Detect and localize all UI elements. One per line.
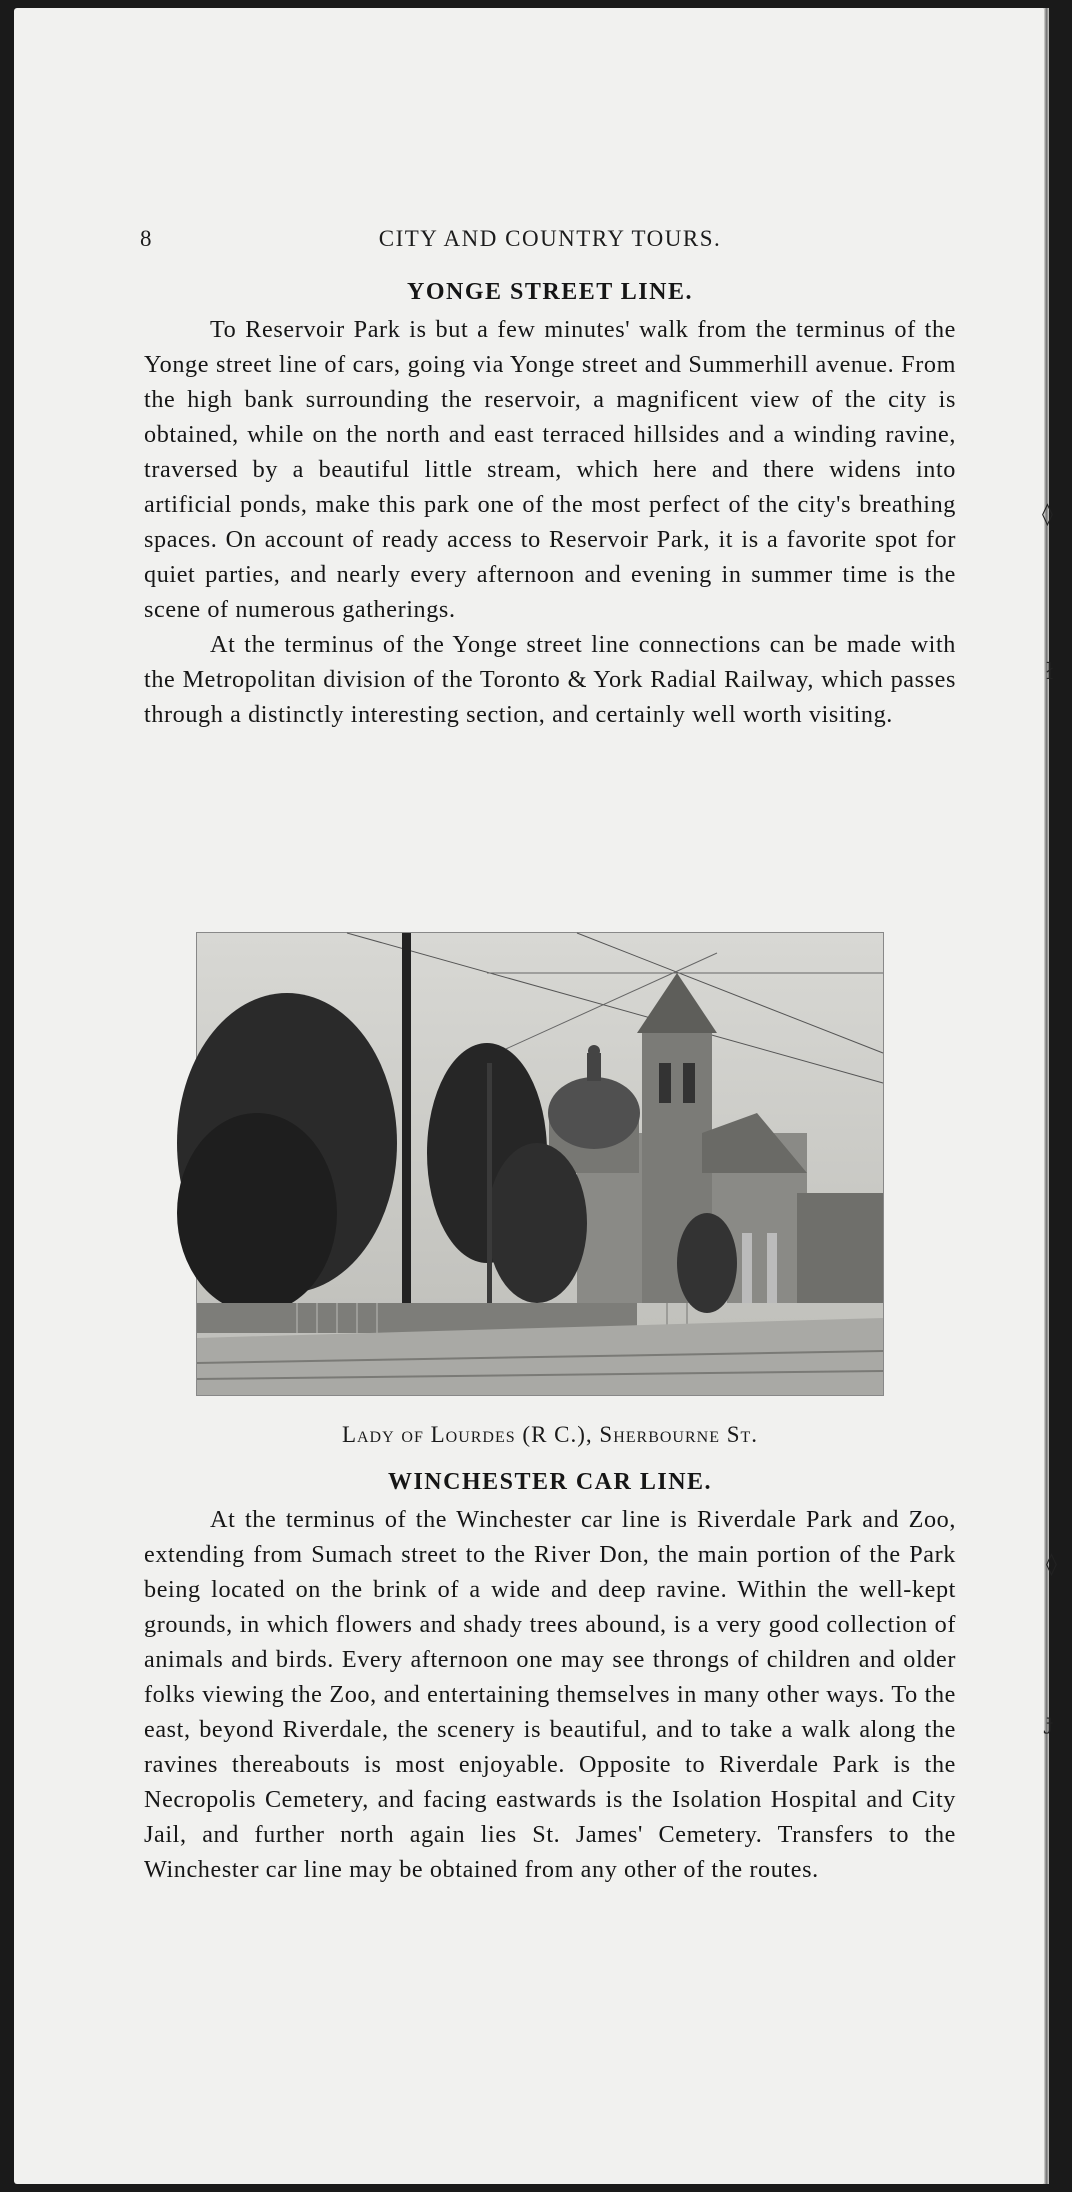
margin-mark: ◊ — [1042, 502, 1053, 527]
scanned-page — [14, 8, 1057, 2184]
figure-caption: Lady of Lourdes (R C.), Sherbourne St. — [341, 1422, 759, 1447]
church-photograph — [196, 932, 884, 1396]
binding-fold — [1044, 8, 1049, 2184]
section-winchester — [144, 1466, 956, 1887]
paragraph: To Reservoir Park is but a few minutes' walk from the terminus of the Yonge street line of cars, going via Yonge street and Summerhill avenue. From the high bank surrounding the reservoir, a magnificent view of the city is obtained, while on the north and east terraced hillsides and a winding ravine, traversed by a beautiful little stream, which here and there widens into artificial ponds, make this park one of the most perfect of the city's breathing spaces. On account of ready access to Reservoir Park, it is a favorite spot for quiet parties, and nearly every afternoon and evening in summer time is the scene of numerous gatherings. — [144, 316, 956, 623]
running-head: CITY AND COUNTRY TOURS. — [378, 226, 722, 251]
paragraph: At the terminus of the Yonge street line connections can be made with the Metropolitan division of the Toronto & York Radial Railway, which passes through a distinctly interesting section, and certainly well worth visiting. — [144, 631, 956, 728]
margin-mark: ◊ — [1046, 1552, 1057, 1577]
section-title: YONGE STREET LINE. — [407, 279, 693, 305]
photo-illustration — [197, 933, 883, 1395]
section-yonge — [144, 276, 956, 732]
page-number: 8 — [140, 226, 153, 251]
section-title: WINCHESTER CAR LINE. — [387, 1469, 713, 1495]
margin-mark: ł — [1046, 660, 1054, 685]
paragraph: At the terminus of the Winchester car line is Riverdale Park and Zoo, extending from Sumach street to the River Don, the main portion of the Park being located on the brink of a wide and deep ravine. Within the well-kept grounds, in which flowers and shady trees abound, is a very good collection of animals and birds. Every afternoon one may see throngs of children and older folks viewing the Zoo, and entertaining themselves in many other ways. To the east, beyond Riverdale, the scenery is beautiful, and to take a walk along the ravines thereabouts is most enjoyable. Opposite to Riverdale Park is the Necropolis Cemetery, and facing eastwards is the Isolation Hospital and City Jail, and further north again lies St. James' Cemetery. Transfers to the Winchester car line may be obtained from any other of the routes. — [144, 1506, 956, 1883]
margin-mark: ɟ — [1046, 1710, 1053, 1735]
